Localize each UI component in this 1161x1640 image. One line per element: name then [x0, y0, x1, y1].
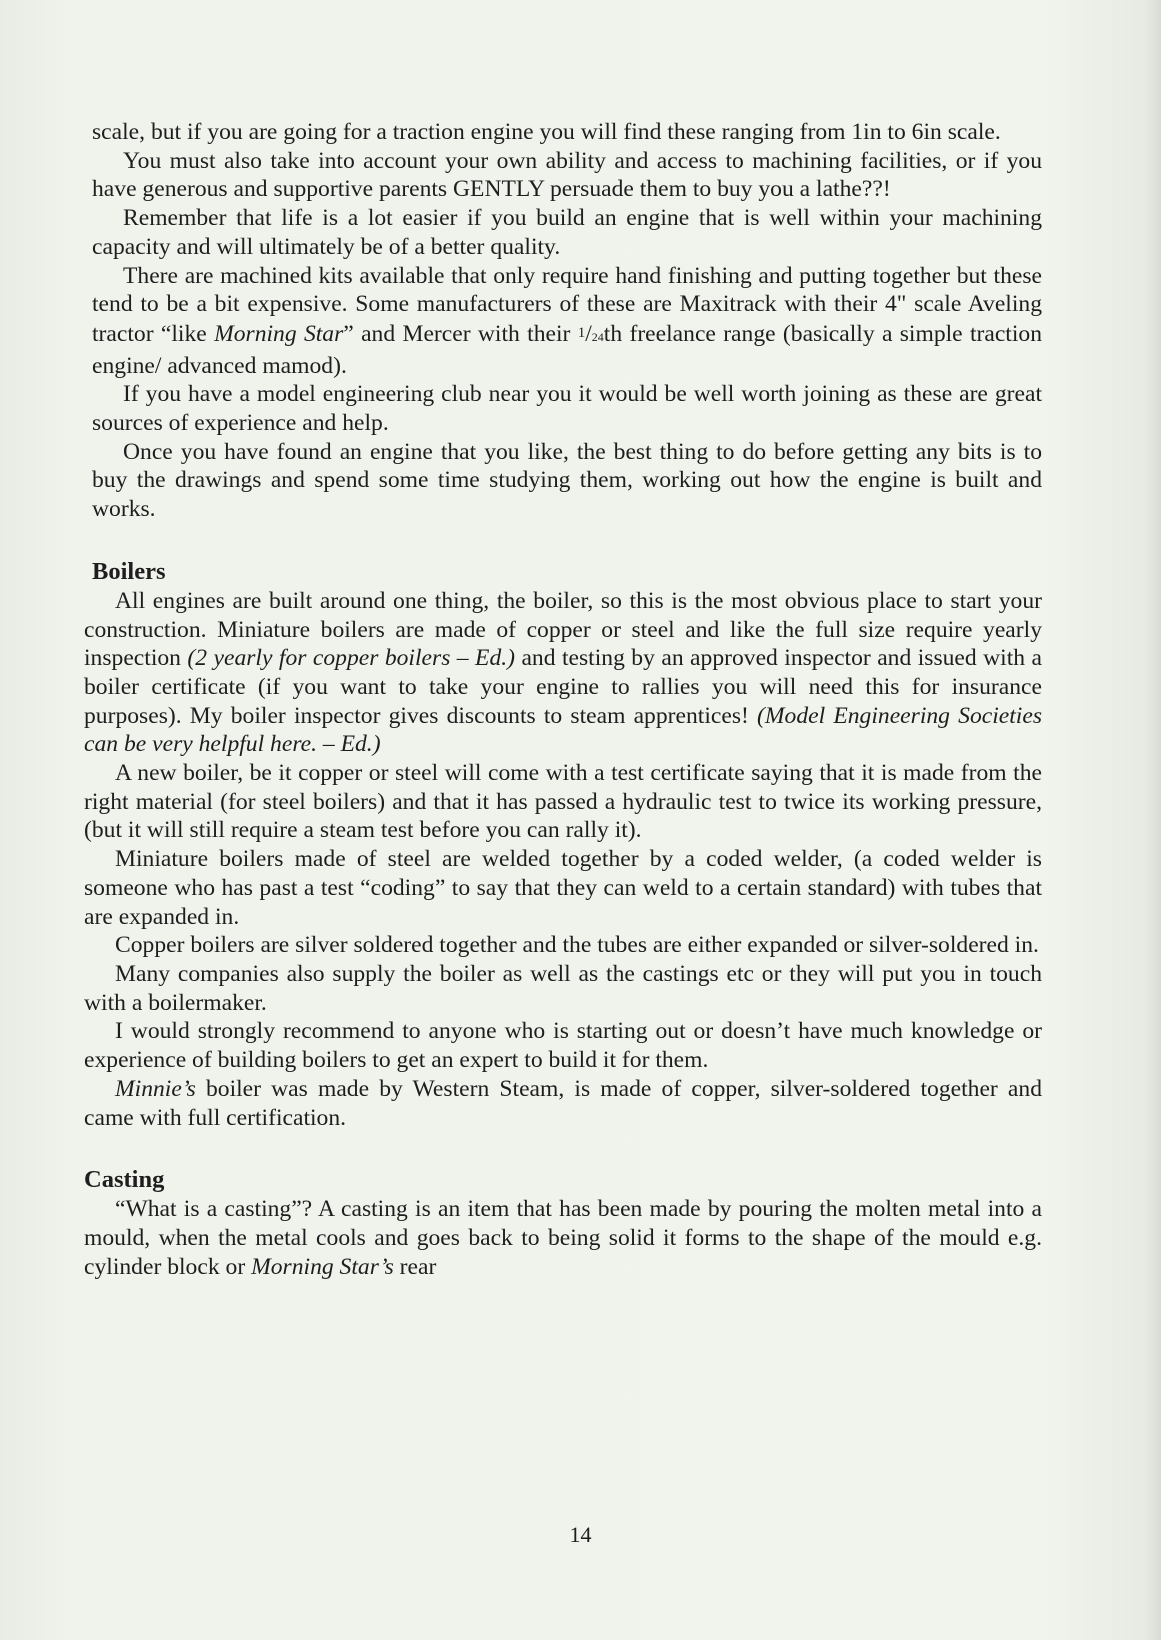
text-run: Miniature boilers made of steel are welded together by a coded welder, (a coded welder is someone who has past a test “coding” to say that they can weld to a certain standard) with tubes that are expanded in. [84, 846, 1042, 930]
text-run: Remember that life is a lot easier if you build an engine that is well within your machining capacity and will ultimately be of a better quality. [92, 205, 1042, 260]
text-run: ” and Mercer with their [343, 320, 578, 347]
text-run: Copper boilers are silver soldered together and the tubes are either expanded or silver-soldered in. [115, 932, 1039, 959]
text-run: “What is a casting”? A casting is an item that has been made by pouring the molten metal into a mould, when the metal cools and goes back to being solid it forms to the shape of the mould e.g. cylinder block or [84, 1196, 1042, 1280]
paragraph [92, 204, 1042, 261]
italic-text: Morning Star [214, 320, 344, 347]
paragraph [84, 845, 1042, 931]
page-edge-shadow [1145, 0, 1161, 1640]
paragraph [84, 587, 1042, 759]
text-run: Once you have found an engine that you like, the best thing to do before getting any bits is to buy the drawings and spend some time studying them, working out how the engine is built and works. [92, 438, 1042, 523]
text-run: You must also take into account your own ability and access to machining facilities, or if you have generous and supportive parents GENTLY persuade them to buy you a lathe??! [92, 147, 1042, 203]
section-heading-casting: Casting [84, 1166, 165, 1194]
paragraph [84, 1075, 1042, 1132]
fraction-text: $^1$/24th [577, 320, 623, 347]
text-run: freelance range (basically a simple traction engine/ advanced mamod). [92, 320, 1043, 379]
text-run: I would strongly recommend to anyone who is starting out or doesn’t have much knowledge or experience of building boilers to get an expert to build it for them. [84, 1018, 1042, 1074]
text-run: There are machined kits available that only require hand finishing and putting together but these tend to be a bit expensive. Some manufacturers of these are Maxitrack with their 4" scale Aveling tractor “like [92, 262, 1042, 347]
text-run: boiler was made by Western Steam, is made of copper, silver-soldered together and came with full certification. [84, 1075, 1042, 1131]
text-run: Many companies also supply the boiler as well as the castings etc or they will put you in touch with a boilermaker. [84, 960, 1042, 1016]
text-run: and testing by an approved inspector and issued with a boiler certificate (if you want to take your engine to rallies you will need this for insurance purposes). My boiler inspector gives discounts to steam apprentices! [84, 645, 1042, 729]
boilers-section [84, 587, 1042, 1132]
paragraph [84, 1017, 1042, 1074]
paragraph [92, 262, 1042, 381]
text-run: If you have a model engineering club near you it would be well worth joining as these are great sources of experience and help. [92, 381, 1042, 437]
text-run: A new boiler, be it copper or steel will come with a test certificate saying that it is made from the right material (for steel boilers) and that it has passed a hydraulic test to twice its working pressure, (but it will still require a steam test before you can rally it). [84, 760, 1042, 844]
text-run: scale, but if you are going for a traction engine you will find these ranging from 1in to 6in scale. [92, 119, 1001, 145]
page-number: 14 [569, 1522, 592, 1547]
paragraph [92, 438, 1042, 524]
paragraph [92, 380, 1042, 437]
text-run: rear [393, 1253, 437, 1280]
intro-section [92, 118, 1042, 524]
italic-text: Morning Star’s [251, 1253, 394, 1280]
italic-text: (Model Engineering Societies can be very helpful here. – Ed.) [84, 702, 1043, 758]
section-heading-boilers: Boilers [92, 557, 166, 585]
italic-text: Minnie’s [115, 1075, 196, 1102]
paragraph [84, 759, 1042, 845]
text-column [84, 118, 1043, 1281]
paragraph [84, 1195, 1042, 1281]
paragraph [92, 147, 1042, 204]
text-run: All engines are built around one thing, the boiler, so this is the most obvious place to start your construction. Miniature boilers are made of copper or steel and like the full size require yearly inspection [84, 587, 1042, 672]
paragraph [84, 960, 1042, 1017]
italic-text: (2 yearly for copper boilers – Ed.) [187, 645, 516, 672]
paragraph [84, 931, 1042, 960]
paragraph [92, 118, 1042, 147]
casting-section [84, 1195, 1042, 1281]
